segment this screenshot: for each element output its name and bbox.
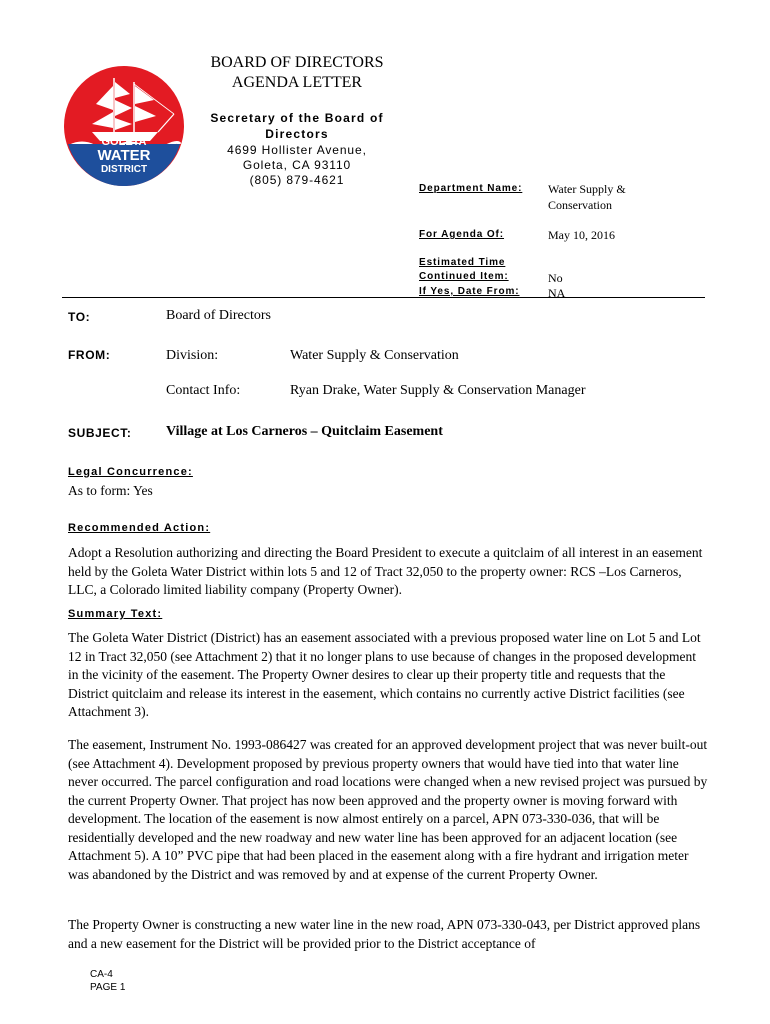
header-divider xyxy=(62,297,705,298)
header-title-line1: BOARD OF DIRECTORS xyxy=(210,54,384,71)
department-label: Department Name: xyxy=(419,183,523,194)
footer-code: CA-4 xyxy=(90,969,113,980)
contact-label: Contact Info: xyxy=(166,383,241,398)
header-address-line1: 4699 Hollister Avenue, xyxy=(227,143,367,157)
header-address-line2: Goleta, CA 93110 xyxy=(242,158,352,172)
summary-text-heading: Summary Text: xyxy=(68,608,163,620)
division-value: Water Supply & Conservation xyxy=(290,348,459,363)
agenda-label: For Agenda Of: xyxy=(419,229,505,240)
continued-item-label: Continued Item: xyxy=(419,271,509,282)
logo-text-district: DISTRICT xyxy=(100,164,148,175)
summary-paragraph-1: The Goleta Water District (District) has an easement associated with a previous proposed water line on Lot 5 and Lot 12 in Tract 32,050 (see Attachment 2) that it no longer plans to use because of changes in the proposed development in the vicinity of the easement. The Property Owner desires to clear up their property title and requests that the District quitclaim and release its interest in the easement, which contains no currently active District facilities (see Attachment 3). xyxy=(68,630,701,719)
agenda-value: May 10, 2016 xyxy=(548,228,615,242)
department-value-line1: Water Supply & xyxy=(548,182,626,196)
summary-paragraph-3: The Property Owner is constructing a new water line in the new road, APN 073-330-043, per District approved plans and a new easement for the District will be provided prior to the District acceptance of xyxy=(68,917,701,951)
contact-value: Ryan Drake, Water Supply & Conservation Manager xyxy=(290,383,586,398)
to-label: TO: xyxy=(68,310,91,324)
from-label: FROM: xyxy=(68,348,111,362)
header-secretary-line2: Directors xyxy=(265,127,329,141)
if-yes-date-value: NA xyxy=(548,286,566,300)
department-value-line2: Conservation xyxy=(548,198,612,212)
header-phone: (805) 879-4621 xyxy=(249,173,345,187)
recommended-action-heading: Recommended Action: xyxy=(68,522,211,534)
header-title-line2: AGENDA LETTER xyxy=(231,74,363,91)
logo-text-water: WATER xyxy=(97,147,151,164)
footer-page: PAGE 1 xyxy=(90,982,126,993)
subject-value: Village at Los Carneros – Quitclaim Easement xyxy=(166,424,443,439)
legal-concurrence-heading: Legal Concurrence: xyxy=(68,466,193,478)
continued-item-value: No xyxy=(548,271,563,285)
summary-paragraph-2: The easement, Instrument No. 1993-086427 was created for an approved development project that was never built-out (see Attachment 4). Development proposed by previous property owners that would have tied into that water line never occurred. The parcel configuration and road locations were changed when a new revised project was pursued by the current Property Owner. That project has now been approved and the property owner is moving forward with development. The location of the easement is now almost entirely on a parcel, APN 073-330-036, that will be residentially developed and the new roadway and new water line has been approved for an adjacent location (see Attachment 5). A 10” PVC pipe that had been placed in the easement along with a fire hydrant and irrigation meter was abandoned by the District and was removed by and at expense of the current Property Owner. xyxy=(68,737,708,882)
division-label: Division: xyxy=(166,348,219,363)
to-value: Board of Directors xyxy=(166,308,271,323)
recommended-action-text: Adopt a Resolution authorizing and directing the Board President to execute a quitclaim of all interest in an easement held by the Goleta Water District within lots 5 and 12 of Tract 32,050 to the property owner: RCS –Los Carneros, LLC, a Colorado limited liability company (Property Owner). xyxy=(68,545,703,597)
logo-text-goleta: GOLETA xyxy=(101,136,147,148)
header-secretary-line1: Secretary of the Board of xyxy=(210,111,384,125)
if-yes-date-label: If Yes, Date From: xyxy=(419,286,520,297)
estimated-time-label: Estimated Time xyxy=(419,257,506,268)
goleta-water-district-logo xyxy=(62,64,186,188)
legal-concurrence-text: As to form: Yes xyxy=(68,483,153,498)
subject-label: SUBJECT: xyxy=(68,426,132,440)
